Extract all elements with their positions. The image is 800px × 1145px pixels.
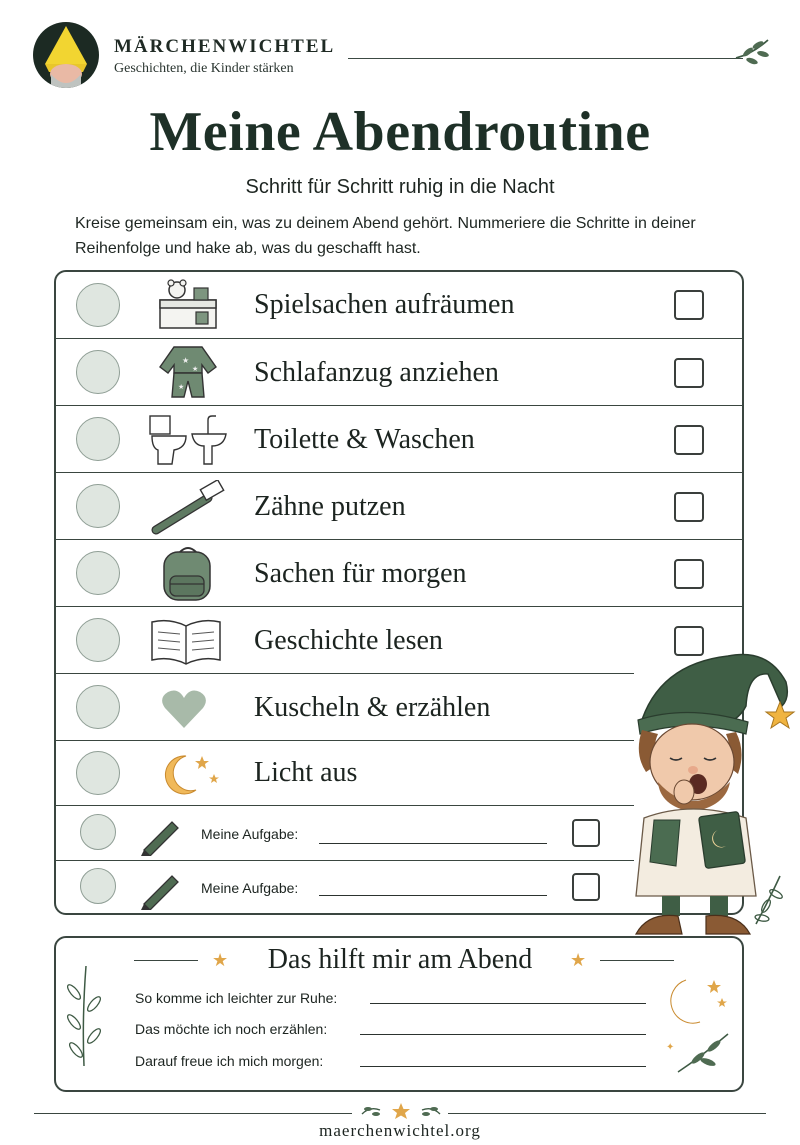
leaf-sprig-icon [732,34,772,70]
step-label: Spielsachen aufräumen [254,289,515,320]
number-circle[interactable] [80,868,116,904]
svg-text:✦: ✦ [666,1042,675,1053]
step-checkbox[interactable] [674,290,704,320]
step-label: Toilette & Waschen [254,424,475,455]
step-checkbox[interactable] [674,559,704,589]
row-divider [54,673,634,674]
row-divider [54,405,744,406]
toilet-sink-icon [146,412,230,468]
step-checkbox[interactable] [572,819,600,847]
help-title: Das hilft mir am Abend [267,944,533,975]
help-answer-line[interactable] [370,1003,646,1004]
custom-task-label: Meine Aufgabe: [201,826,299,842]
step-label: Zähne putzen [254,491,406,522]
svg-text:★: ★ [182,356,190,365]
leaf-sprig-icon [750,872,790,928]
brand-logo [33,22,99,88]
pencil-icon [138,866,182,910]
number-circle[interactable] [80,814,116,850]
pajamas-icon [156,343,220,401]
footer-url[interactable]: maerchenwichtel.org [319,1121,481,1140]
row-divider [54,860,634,861]
step-checkbox[interactable] [674,358,704,388]
toy-box-icon [156,278,220,332]
svg-text:★: ★ [178,384,185,391]
page-title: Meine Abendroutine [149,101,651,163]
row-divider [54,472,744,473]
help-answer-line[interactable] [360,1066,646,1067]
header-divider [348,58,743,59]
number-circle[interactable] [76,283,120,327]
step-label: Sachen für morgen [254,558,467,589]
step-label: Licht aus [254,757,358,788]
custom-task-label: Meine Aufgabe: [201,880,299,896]
row-divider [54,805,634,806]
help-question: So komme ich leichter zur Ruhe: [135,990,338,1006]
row-divider [54,539,744,540]
step-checkbox[interactable] [674,492,704,522]
number-circle[interactable] [76,350,120,394]
number-circle[interactable] [76,417,120,461]
step-checkbox[interactable] [674,425,704,455]
number-circle[interactable] [76,685,120,729]
row-divider [54,740,634,741]
custom-task-input[interactable] [319,895,547,896]
book-icon [148,616,224,668]
intro-text: Kreise gemeinsam ein, was zu deinem Abend gehört. Nummeriere die Schritte in deiner Reihenfolge und hake ab, was du geschafft hast. [75,215,696,257]
number-circle[interactable] [76,551,120,595]
help-answer-line[interactable] [360,1034,646,1035]
backpack-icon [156,544,220,604]
star-icon: ★ [212,950,229,970]
step-label: Geschichte lesen [254,625,443,656]
step-label: Schlafanzug anziehen [254,357,499,388]
number-circle[interactable] [76,751,120,795]
star-icon: ★ [570,950,587,970]
brand-tagline: Geschichten, die Kinder stärken [114,61,294,76]
step-checkbox[interactable] [572,873,600,901]
svg-text:★: ★ [192,366,199,373]
step-label: Kuscheln & erzählen [254,692,491,723]
heart-icon [160,688,208,730]
pencil-icon [138,812,182,856]
help-question: Das möchte ich noch erzählen: [135,1021,328,1037]
leaf-branch-icon [60,962,108,1068]
number-circle[interactable] [76,618,120,662]
footer-divider [448,1113,766,1114]
toothbrush-icon [150,480,226,536]
page-subtitle: Schritt für Schritt ruhig in die Nacht [245,176,555,198]
custom-task-input[interactable] [319,843,547,844]
number-circle[interactable] [76,484,120,528]
row-divider [54,606,744,607]
help-question: Darauf freue ich mich morgen: [135,1053,324,1069]
footer-divider [34,1113,352,1114]
moon-stars-icon [662,976,738,1080]
footer-ornament-icon [358,1100,444,1122]
row-divider [54,338,744,339]
moon-stars-icon [156,750,222,798]
brand-name: MÄRCHENWICHTEL [114,36,336,57]
